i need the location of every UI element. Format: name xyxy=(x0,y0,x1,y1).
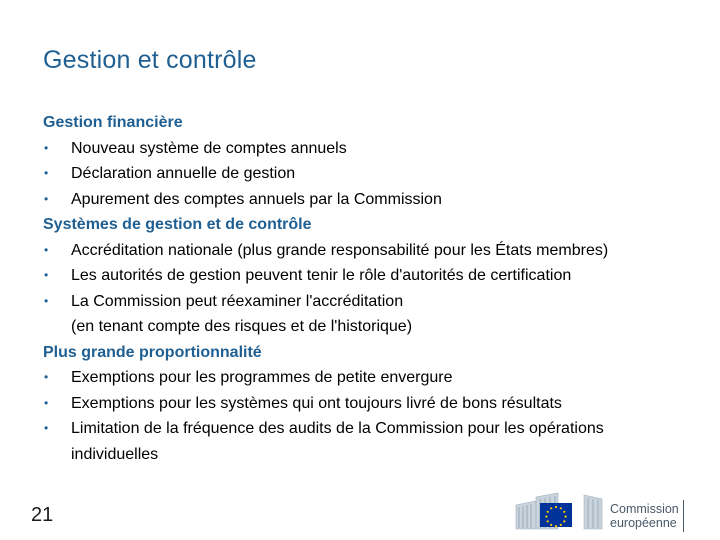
bullet-text xyxy=(71,263,703,289)
bullet-item xyxy=(43,136,703,162)
bullet-text-line: Déclaration annuelle de gestion xyxy=(71,165,296,182)
bullet-dot-icon: • xyxy=(44,421,49,435)
bullet-text xyxy=(71,238,703,264)
section-heading: Plus grande proportionnalité xyxy=(43,343,262,361)
bullet-text-line: Limitation de la fréquence des audits de la Commission pour les opérations xyxy=(71,420,604,437)
bullet-dot-icon: • xyxy=(44,268,49,282)
slide-content xyxy=(43,110,703,467)
bullet-dot-icon: • xyxy=(44,166,49,180)
european-commission-logo xyxy=(514,491,694,531)
bullet-text-line: La Commission peut réexaminer l'accréditation xyxy=(71,292,404,310)
bullet-item xyxy=(43,263,703,289)
bullet-text xyxy=(71,391,703,417)
bullet-item xyxy=(43,289,703,340)
bullet-text-line: Les autorités de gestion peuvent tenir le rôle d'autorités de certification xyxy=(71,267,572,284)
bullet-text-line: Nouveau système de comptes annuels xyxy=(71,139,347,157)
bullet-text xyxy=(71,161,703,187)
logo-text xyxy=(610,502,679,530)
bullet-text xyxy=(71,136,703,162)
bullet-text xyxy=(71,289,703,340)
bullet-dot-icon: • xyxy=(44,395,49,410)
bullet-item xyxy=(43,161,703,187)
bullet-dot-icon: • xyxy=(44,242,49,257)
bullet-item xyxy=(43,416,703,467)
bullet-text-line: (en tenant compte des risques et de l'historique) xyxy=(71,318,413,335)
bullet-text xyxy=(71,187,703,213)
logo-line-1: Commission xyxy=(610,502,679,516)
section-heading: Systèmes de gestion et de contrôle xyxy=(43,216,312,233)
section-heading: Gestion financière xyxy=(43,114,183,131)
bullet-item xyxy=(43,365,703,391)
bullet-item xyxy=(43,391,703,417)
page-number: 21 xyxy=(31,504,54,526)
logo-divider xyxy=(683,500,684,532)
bullet-text xyxy=(71,416,703,467)
slide-title: Gestion et contrôle xyxy=(43,46,257,74)
bullet-dot-icon: • xyxy=(44,191,49,206)
bullet-dot-icon: • xyxy=(44,293,49,308)
bullet-dot-icon: • xyxy=(44,370,49,384)
bullet-text-line: Apurement des comptes annuels par la Commission xyxy=(71,190,442,208)
bullet-dot-icon: • xyxy=(44,140,49,155)
logo-line-2: européenne xyxy=(610,516,677,530)
bullet-text-line: Exemptions pour les programmes de petite envergure xyxy=(71,369,453,386)
bullet-item xyxy=(43,238,703,264)
bullet-item xyxy=(43,187,703,213)
european-commission-logo-icon xyxy=(514,491,604,531)
bullet-text-line: Accréditation nationale (plus grande responsabilité pour les États membres) xyxy=(71,241,609,259)
bullet-text xyxy=(71,365,703,391)
bullet-text-line: Exemptions pour les systèmes qui ont toujours livré de bons résultats xyxy=(71,394,562,412)
bullet-text-line: individuelles xyxy=(71,445,159,463)
